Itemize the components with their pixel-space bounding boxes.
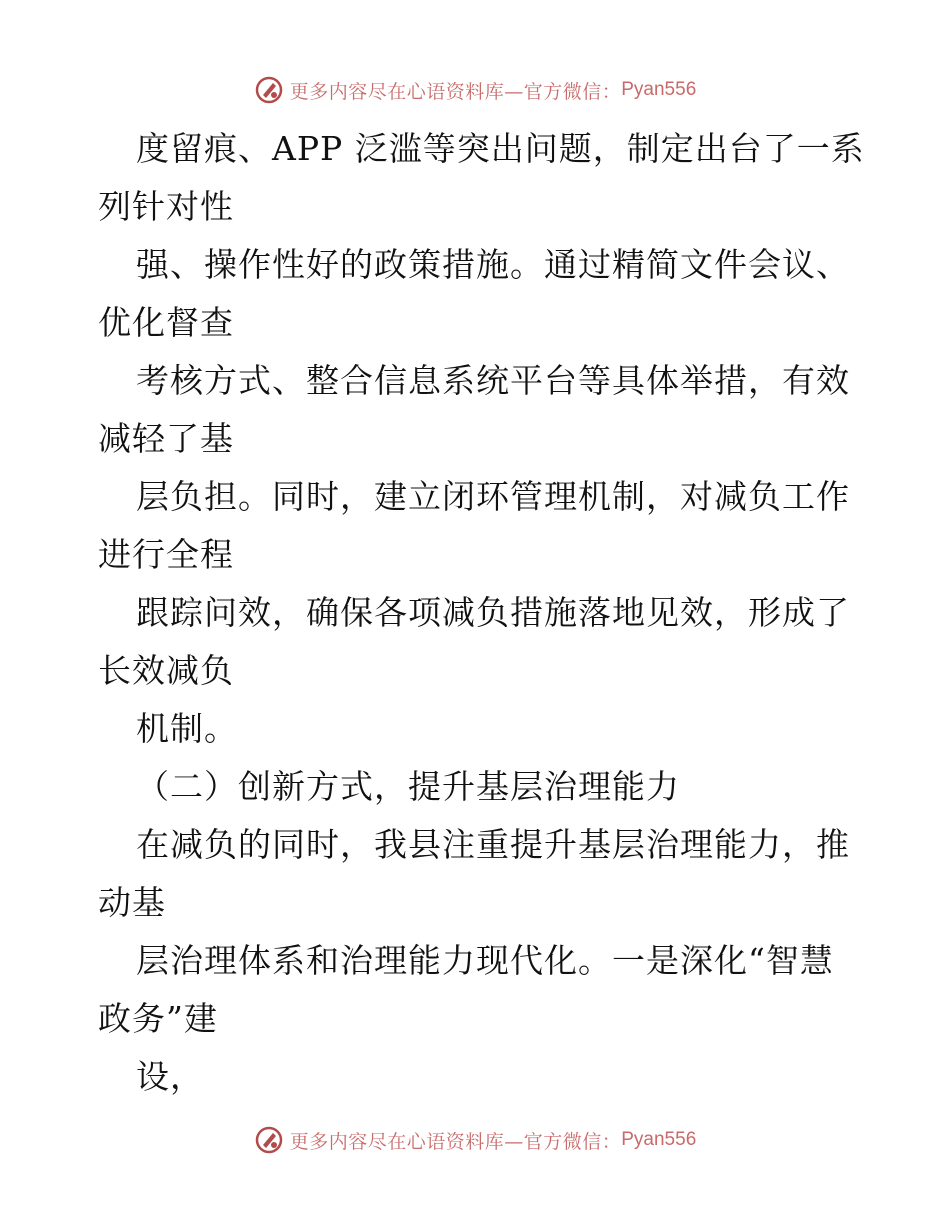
text-line: 跟踪问效，确保各项减负措施落地见效，形成了 bbox=[136, 593, 850, 632]
text-line: （二）创新方式，提升基层治理能力 bbox=[136, 767, 680, 806]
text-line: 列针对性 bbox=[98, 187, 234, 226]
text-line: 在减负的同时，我县注重提升基层治理能力，推 bbox=[136, 825, 850, 864]
footer-wechat-id: Pyan556 bbox=[621, 1129, 697, 1150]
footer-banner bbox=[0, 1122, 950, 1158]
logo-icon bbox=[254, 75, 284, 105]
text-line: 政务”建 bbox=[98, 999, 218, 1038]
header-text: 更多内容尽在心语资料库—官方微信： bbox=[289, 80, 622, 103]
text-line: 长效减负 bbox=[98, 651, 234, 690]
text-line: 层负担。同时，建立闭环管理机制，对减负工作 bbox=[136, 477, 850, 516]
header-banner bbox=[0, 72, 950, 108]
text-line: 度留痕、APP 泛滥等突出问题，制定出台了一系 bbox=[136, 129, 865, 168]
text-line: 机制。 bbox=[136, 709, 238, 748]
text-line: 考核方式、整合信息系统平台等具体举措，有效 bbox=[136, 361, 850, 400]
text-line: 动基 bbox=[98, 883, 166, 922]
text-line: 设， bbox=[136, 1057, 204, 1096]
document-body bbox=[98, 120, 865, 1106]
logo-icon bbox=[254, 1125, 284, 1155]
text-line: 优化督查 bbox=[98, 303, 234, 342]
footer-text: 更多内容尽在心语资料库—官方微信： bbox=[289, 1130, 622, 1153]
text-line: 强、操作性好的政策措施。通过精简文件会议、 bbox=[136, 245, 850, 284]
header-wechat-id: Pyan556 bbox=[621, 79, 697, 100]
text-line: 层治理体系和治理能力现代化。一是深化“智慧 bbox=[136, 941, 834, 980]
text-line: 进行全程 bbox=[98, 535, 234, 574]
text-line: 减轻了基 bbox=[98, 419, 234, 458]
